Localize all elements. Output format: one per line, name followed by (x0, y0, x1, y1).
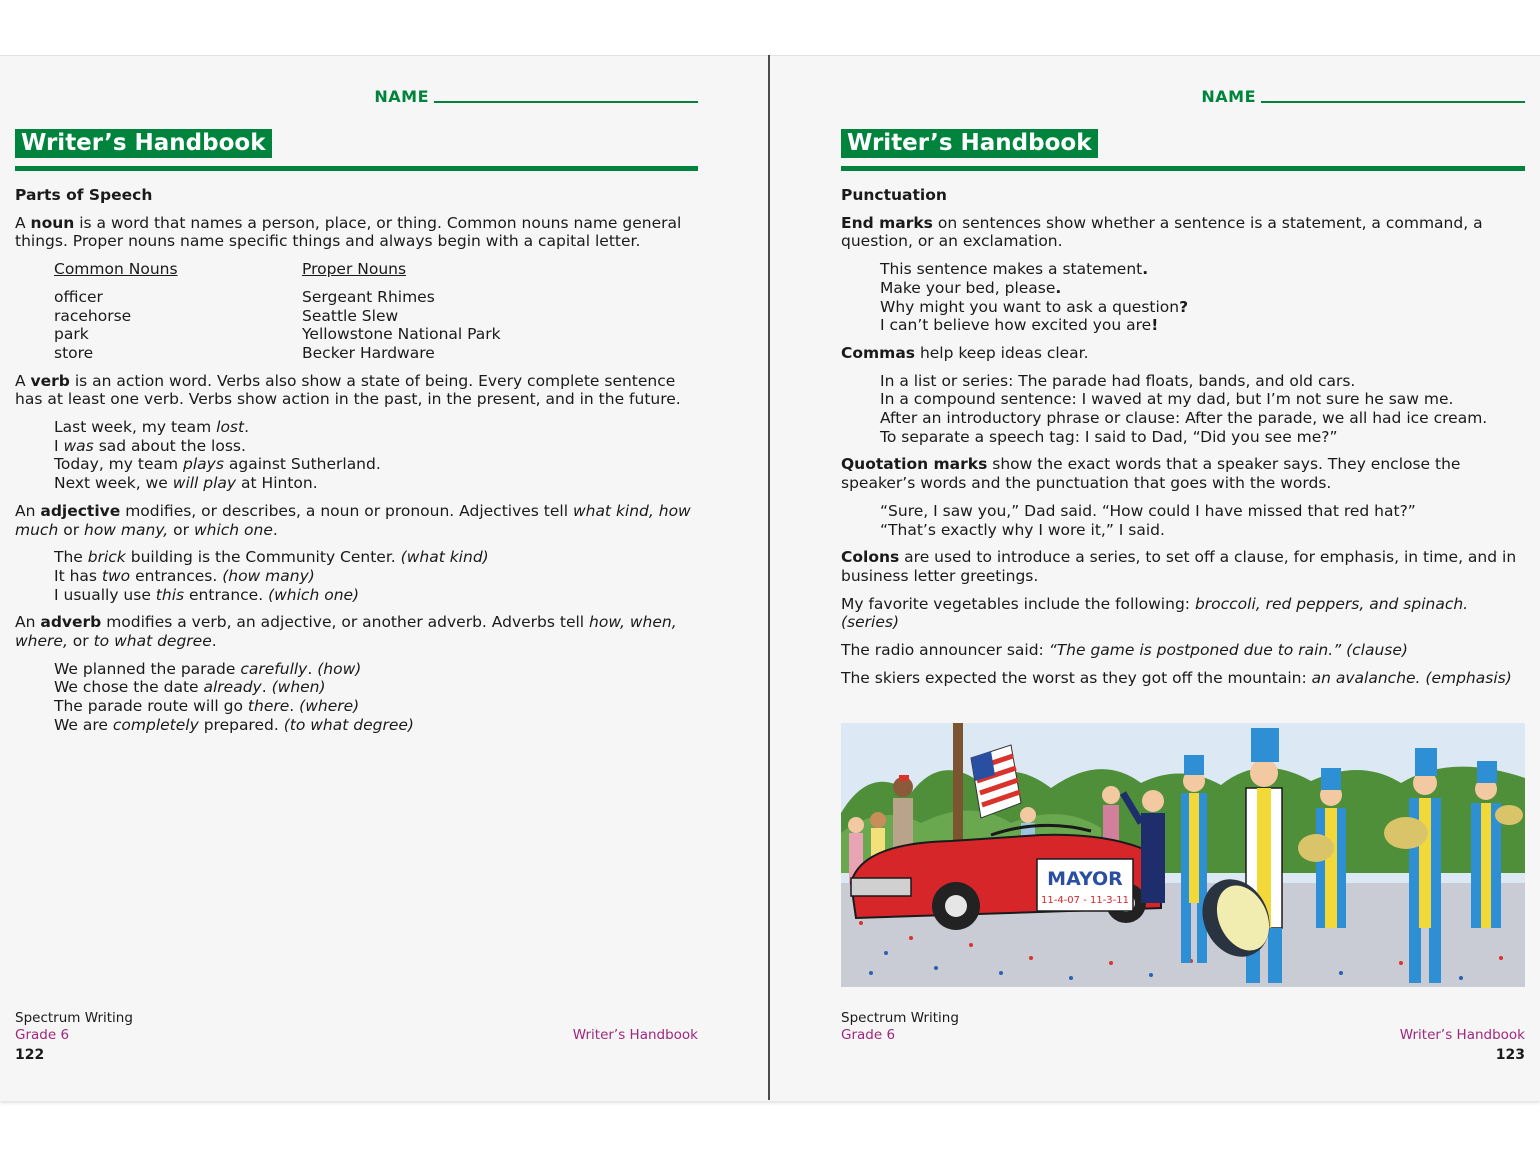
text: already (203, 678, 262, 697)
text: . (1142, 260, 1149, 279)
text: (what kind) (400, 548, 489, 567)
text: brick (87, 548, 126, 567)
text: Last week, my team (54, 418, 217, 437)
colon-example (841, 669, 1525, 688)
noun-paragraph (15, 214, 698, 251)
text: I (54, 436, 64, 455)
text: or (67, 632, 94, 651)
text: (when) (271, 678, 326, 697)
text: entrance. (184, 585, 269, 604)
text: modifies a verb, an adjective, or another adverb. Adverbs tell (101, 613, 590, 632)
text: lost (216, 418, 245, 437)
example-line: To separate a speech tag: I said to Dad, “Did you see me?” (880, 427, 1338, 446)
cymbal (1384, 817, 1428, 849)
text: at Hinton. (236, 474, 318, 493)
footer-grade: Grade 6 (841, 1027, 896, 1043)
trumpet (1495, 805, 1523, 825)
text: Make your bed, please (880, 278, 1056, 297)
example-line (880, 316, 1525, 335)
adjective-examples (54, 548, 698, 604)
page-content (15, 186, 698, 744)
text: . (289, 697, 300, 716)
adverb-examples (54, 660, 698, 735)
term-adverb: adverb (40, 613, 102, 632)
text: It has (54, 566, 102, 585)
footer-handbook: Writer’s Handbook (572, 1027, 698, 1043)
cymbal (1298, 834, 1334, 862)
text: this (155, 585, 185, 604)
text: A (15, 213, 31, 232)
example-line (880, 298, 1525, 317)
page-number: 122 (15, 1047, 45, 1063)
name-field (1201, 87, 1525, 106)
text: or (58, 520, 84, 539)
text: which one (193, 520, 273, 539)
verb-paragraph (15, 372, 698, 409)
example-line (54, 660, 698, 679)
text: against Sutherland. (223, 455, 381, 474)
noun-item: Seattle Slew (302, 306, 399, 325)
name-line (434, 101, 698, 103)
page-title: Writer’s Handbook (15, 129, 272, 158)
footer-series: Spectrum Writing (841, 1010, 959, 1026)
colons-paragraph (841, 548, 1525, 585)
title-rule (841, 166, 1525, 171)
text: The radio announcer said: (841, 641, 1049, 660)
example-line: After an introductory phrase or clause: After the parade, we all had ice cream. (880, 409, 1488, 428)
example-line: “Sure, I saw you,” Dad said. “How could I have missed that red hat?” (880, 501, 1416, 520)
example-line (54, 716, 698, 735)
noun-item: Becker Hardware (302, 343, 435, 362)
proper-nouns-column (302, 260, 550, 363)
example-line: “That’s exactly why I wore it,” I said. (880, 520, 1165, 539)
text: . (307, 659, 318, 678)
text: completely (112, 715, 199, 734)
page-number: 123 (1495, 1047, 1525, 1063)
page-content (841, 186, 1525, 696)
page-footer (15, 1010, 698, 1064)
example-line (54, 418, 698, 437)
text: (to what degree) (283, 715, 414, 734)
text: The parade route will go (54, 697, 248, 716)
text: My favorite vegetables include the following: (841, 594, 1195, 613)
mayor-sign-title: MAYOR (1047, 868, 1123, 890)
mayor-sign-dates: 11-4-07 - 11-3-11 (1040, 895, 1130, 906)
text: help keep ideas clear. (915, 343, 1089, 362)
text: will play (172, 474, 237, 493)
page-footer (841, 1010, 1525, 1063)
text: modifies, or describes, a noun or pronoun. Adjectives tell (120, 501, 573, 520)
text: building is the Community Center. (125, 548, 401, 567)
text: ? (1179, 297, 1189, 316)
text: ! (1151, 316, 1159, 335)
adverb-paragraph (15, 613, 698, 650)
noun-item: racehorse (54, 306, 132, 325)
example-line (54, 697, 698, 716)
common-nouns-column (54, 260, 302, 363)
text: how many, (84, 520, 169, 539)
noun-item: store (54, 343, 94, 362)
text: on sentences show whether a sentence is a statement, a command, a question, or an exclamation. (841, 213, 1483, 251)
text: . (1055, 278, 1062, 297)
text: there (247, 697, 290, 716)
text: two (101, 566, 131, 585)
end-marks-examples (880, 260, 1525, 335)
example-line (54, 474, 698, 493)
text: This sentence makes a statement (880, 260, 1143, 279)
text: Today, my team (54, 455, 184, 474)
term-quotation-marks: Quotation marks (841, 455, 988, 474)
text: prepared. (198, 715, 284, 734)
text: (which one) (268, 585, 360, 604)
example-line (54, 548, 698, 567)
example-line: In a compound sentence: I waved at my dad, but I’m not sure he saw me. (880, 390, 1454, 409)
text: A (15, 371, 31, 390)
text: (where) (299, 697, 360, 716)
footer-grade: Grade 6 (15, 1027, 70, 1043)
text: is a word that names a person, place, or thing. Common nouns name general things. Proper nouns name specific things and always begin with a capital letter. (15, 213, 682, 251)
text: (how many) (222, 566, 315, 585)
quotation-marks-paragraph (841, 455, 1525, 492)
colon-example (841, 641, 1525, 660)
noun-item: officer (54, 287, 103, 306)
text: An (15, 501, 41, 520)
text: an avalanche. (emphasis) (1311, 668, 1512, 687)
name-label: NAME (374, 87, 429, 106)
verb-examples (54, 418, 698, 493)
text: . (211, 632, 217, 651)
text: sad about the loss. (93, 436, 246, 455)
example-line (880, 260, 1525, 279)
colon-example (841, 595, 1525, 632)
text: how, when, where, (15, 613, 677, 651)
commas-examples (880, 372, 1525, 447)
example-line (880, 279, 1525, 298)
book-gutter (768, 55, 770, 1100)
text: was (63, 436, 94, 455)
text: We chose the date (54, 678, 204, 697)
text: Next week, we (54, 474, 173, 493)
title-rule (15, 166, 698, 171)
section-title: Punctuation (841, 186, 947, 204)
text: An (15, 613, 41, 632)
text: We planned the parade (54, 659, 241, 678)
text: . (272, 520, 278, 539)
footer-series: Spectrum Writing (15, 1010, 133, 1026)
example-line (54, 678, 698, 697)
term-noun: noun (30, 213, 75, 232)
adjective-paragraph (15, 502, 698, 539)
term-adjective: adjective (40, 501, 121, 520)
term-verb: verb (30, 371, 70, 390)
quotation-examples (880, 502, 1525, 539)
text: The skiers expected the worst as they got off the mountain: (841, 668, 1312, 687)
text: is an action word. Verbs also show a state of being. Every complete sentence has at least one verb. Verbs show action in the past, in the present, and in the future. (15, 371, 681, 409)
term-end-marks: End marks (841, 213, 933, 232)
text: “The game is postponed due to rain.” (clause) (1048, 641, 1408, 660)
text: entrances. (130, 566, 223, 585)
text: . (261, 678, 272, 697)
text: . (244, 418, 250, 437)
text: are used to introduce a series, to set off a clause, for emphasis, in time, and in business letter greetings. (841, 548, 1517, 585)
common-nouns-header: Common Nouns (54, 260, 178, 279)
noun-item: park (54, 325, 89, 344)
section-title: Parts of Speech (15, 186, 153, 204)
noun-item: Yellowstone National Park (302, 325, 501, 344)
commas-paragraph (841, 344, 1525, 363)
text: plays (183, 455, 224, 474)
parade-scene (841, 723, 1525, 987)
text: or (168, 520, 194, 539)
text: I can’t believe how excited you are (880, 316, 1152, 335)
text: (how) (317, 659, 362, 678)
name-field (374, 87, 698, 106)
noun-item: Sergeant Rhimes (302, 287, 435, 306)
text: Why might you want to ask a question (880, 297, 1180, 316)
name-label: NAME (1201, 87, 1256, 106)
page-title: Writer’s Handbook (841, 129, 1098, 158)
parade-illustration (841, 723, 1525, 987)
text: broccoli, red peppers, and spinach. (series) (841, 594, 1469, 632)
left-page (15, 55, 698, 1100)
right-page (841, 55, 1525, 1100)
example-line (54, 567, 698, 586)
proper-nouns-header: Proper Nouns (302, 260, 407, 279)
example-line: In a list or series: The parade had floats, bands, and old cars. (880, 371, 1356, 390)
example-line (54, 437, 698, 456)
text: to what degree (93, 632, 212, 651)
text: I usually use (54, 585, 156, 604)
term-colons: Colons (841, 548, 900, 567)
footer-handbook: Writer’s Handbook (1399, 1027, 1525, 1043)
example-line (54, 455, 698, 474)
text: The (54, 548, 88, 567)
text: We are (54, 715, 113, 734)
term-commas: Commas (841, 343, 916, 362)
text: what kind, how much (15, 501, 691, 539)
name-line (1261, 101, 1525, 103)
text: carefully (240, 659, 308, 678)
noun-table (54, 260, 698, 363)
example-line (54, 586, 698, 605)
end-marks-paragraph (841, 214, 1525, 251)
text: show the exact words that a speaker says. They enclose the speaker’s words and the punctuation that goes with the words. (841, 455, 1461, 493)
